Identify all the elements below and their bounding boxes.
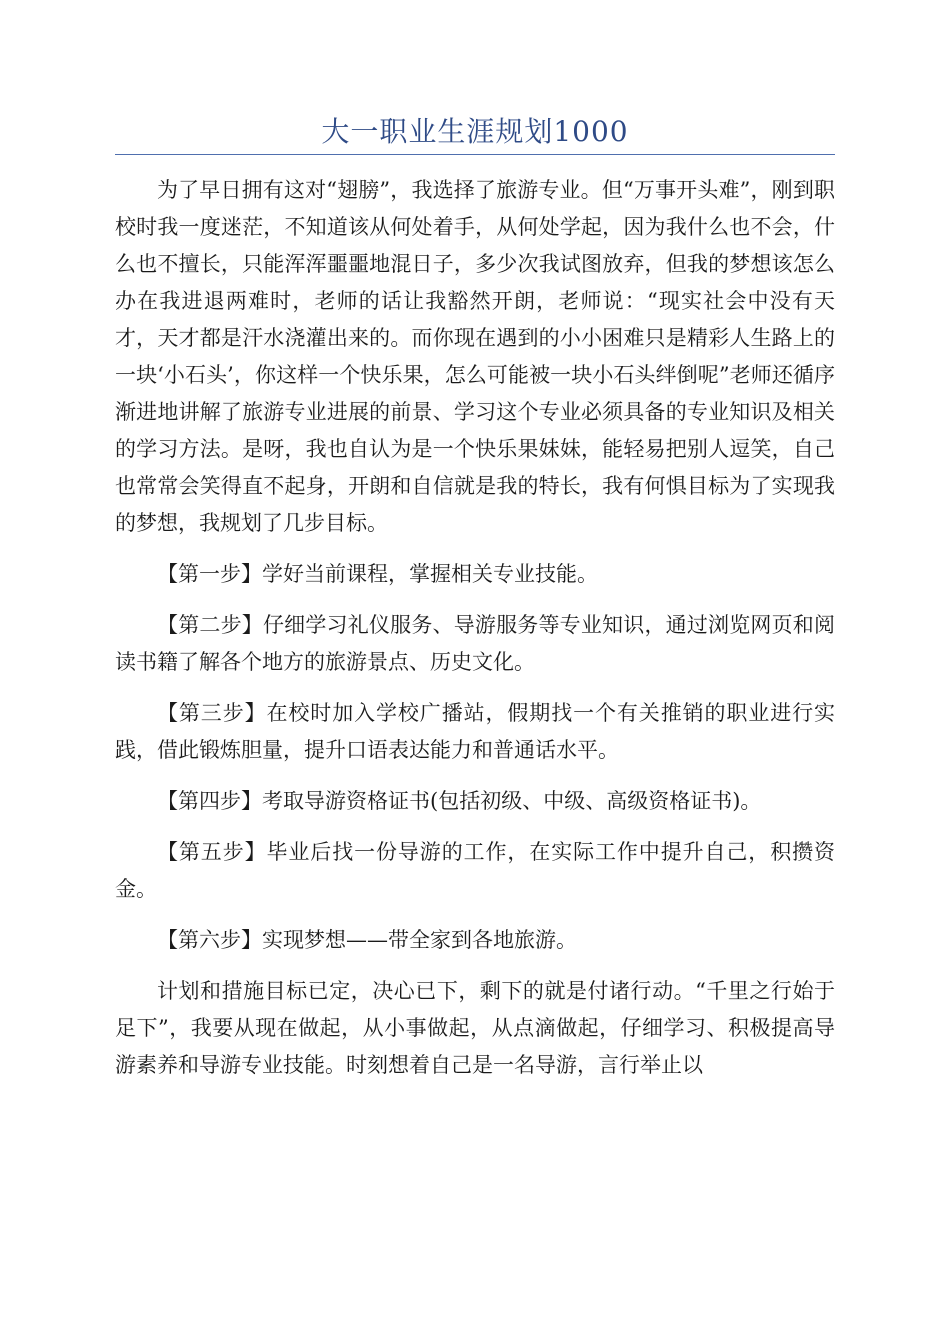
document-body — [115, 172, 835, 1098]
paragraph-step-1: 【第一步】学好当前课程，掌握相关专业技能。 — [157, 562, 598, 586]
title-underline — [115, 154, 835, 155]
paragraph-intro: 为了早日拥有这对“翅膀”，我选择了旅游专业。但“万事开头难”，刚到职校时我一度迷茫，不知道该从何处着手，从何处学起，因为我什么也不会，什么也不擅长，只能浑浑噩噩地混日子，多少次我试图放弃，但我的梦想该怎么办在我进退两难时，老师的话让我豁然开朗，老师说：“现实社会中没有天才，天才都是汗水浇灌出来的。而你现在遇到的小小困难只是精彩人生路上的一块‘小石头’，你这样一个快乐果，怎么可能被一块小石头绊倒呢”老师还循序渐进地讲解了旅游专业进展的前景、学习这个专业必须具备的专业知识及相关的学习方法。是呀，我也自认为是一个快乐果妹妹，能轻易把别人逗笑，自己也常常会笑得直不起身，开朗和自信就是我的特长，我有何惧目标为了实现我的梦想，我规划了几步目标。 — [115, 178, 835, 535]
paragraph-step-2: 【第二步】仔细学习礼仪服务、导游服务等专业知识，通过浏览网页和阅读书籍了解各个地方的旅游景点、历史文化。 — [115, 613, 835, 674]
paragraph-step-3: 【第三步】在校时加入学校广播站，假期找一个有关推销的职业进行实践，借此锻炼胆量，提升口语表达能力和普通话水平。 — [115, 701, 835, 762]
document-title: 大一职业生涯规划1000 — [321, 115, 629, 148]
paragraph-step-6: 【第六步】实现梦想——带全家到各地旅游。 — [157, 928, 577, 952]
paragraph-plan: 计划和措施目标已定，决心已下，剩下的就是付诸行动。“千里之行始于足下”，我要从现在做起，从小事做起，从点滴做起，仔细学习、积极提高导游素养和导游专业技能。时刻想着自己是一名导游，言行举止以 — [115, 979, 835, 1077]
paragraph-step-5: 【第五步】毕业后找一份导游的工作，在实际工作中提升自己，积攒资金。 — [115, 840, 835, 901]
paragraph-step-4: 【第四步】考取导游资格证书(包括初级、中级、高级资格证书)。 — [157, 789, 762, 813]
